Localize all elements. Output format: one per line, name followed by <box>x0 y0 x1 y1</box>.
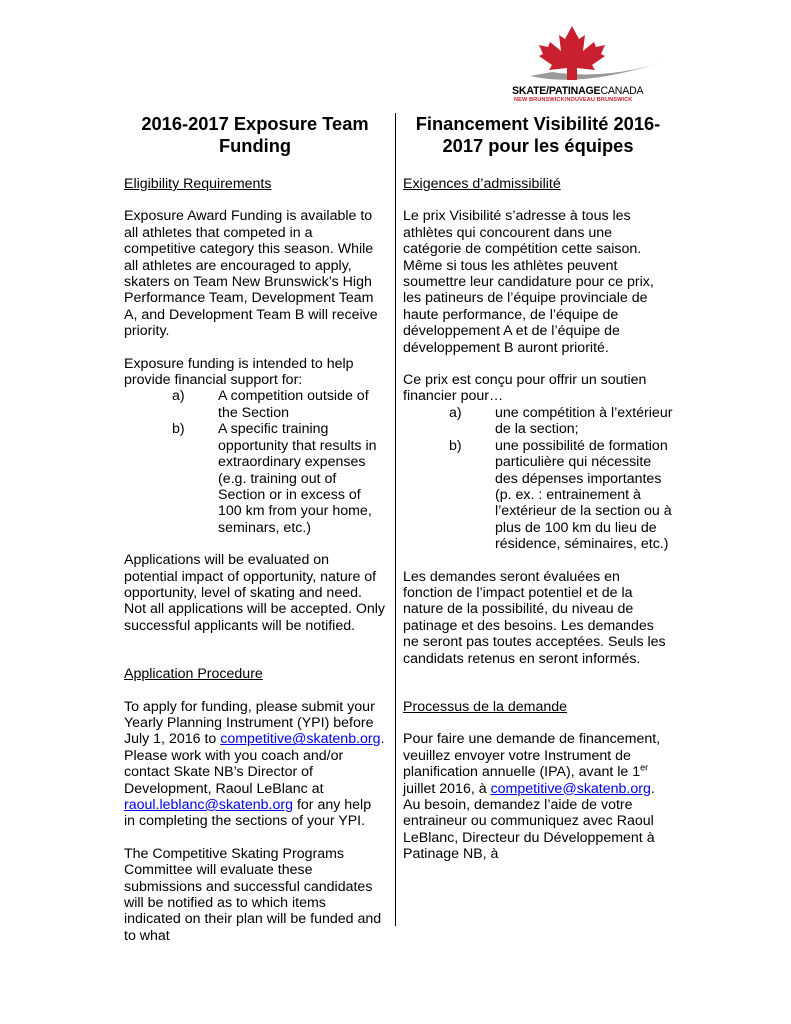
procedure-text-part: for any help in completing the sections of your YPI. <box>124 797 372 830</box>
maple-leaf-icon <box>539 26 605 80</box>
english-evaluation-text: Applications will be evaluated on potential impact of opportunity, nature of opportunity, level of skating and need. Not all applications will be accepted. Only successful applicants will be notified. <box>124 552 386 634</box>
column-divider <box>395 113 396 926</box>
english-support-list <box>124 388 386 536</box>
logo-subtitle: NEW BRUNSWICK/NOUVEAU BRUNSWICK <box>514 97 633 103</box>
list-item <box>124 421 386 536</box>
french-eligibility-heading: Exigences d’admissibilité <box>403 176 561 192</box>
list-item-text: une compétition à l’extérieur de la section; <box>495 404 673 438</box>
maple-leaf-logo-mark <box>512 26 677 86</box>
english-eligibility-heading: Eligibility Requirements <box>124 176 272 192</box>
french-intent-text: Ce prix est conçu pour offrir un soutien financier pour… <box>403 372 647 405</box>
french-column <box>403 113 673 863</box>
french-eligibility-text: Le prix Visibilité s’adresse à tous les athlètes qui concourent dans une catégorie de compétition cette saison. Même si tous les athlètes peuvent soumettre leur candidature pour ce prix, les patineurs de l’équipe provinciale de haute performance, de l’équipe de développement A et de l’équipe de développement B auront priorité. <box>403 208 654 356</box>
list-item <box>403 438 673 553</box>
procedure-text-part: . Au besoin, demandez l’aide de votre entraineur ou communiquez avec Raoul LeBlanc, Directeur du Développement à Patinage NB, à <box>403 780 655 863</box>
list-item-label: a) <box>172 388 185 405</box>
logo-wordmark-bold: SKATE/PATINAGE <box>512 85 601 97</box>
list-item-label: a) <box>449 404 462 421</box>
procedure-text-part: juillet 2016, à <box>403 780 491 797</box>
english-procedure-text <box>124 699 386 830</box>
procedure-text-part: Pour faire une demande de financement, veuillez envoyer votre Instrument de planification annuelle (IPA), avant le 1 <box>403 731 661 781</box>
english-procedure-heading: Application Procedure <box>124 666 263 683</box>
list-item-text: une possibilité de formation particulière qui nécessite des dépenses importantes (p. ex. : entrainement à l’extérieur de la section ou à plus de 100 km du lieu de résidence, séminaires, etc.) <box>495 437 672 553</box>
english-committee-text: The Competitive Skating Programs Committee will evaluate these submissions and successful candidates will be notified as to which items indicated on their plan will be funded and to what <box>124 845 382 944</box>
english-title: 2016-2017 Exposure Team Funding <box>141 113 369 156</box>
procedure-text-part: To apply for funding, please submit your Yearly Planning Instrument (YPI) before July 1, 2016 to <box>124 698 375 748</box>
list-item-label: b) <box>449 437 462 454</box>
logo-wordmark <box>512 85 643 97</box>
english-intent-text: Exposure funding is intended to help provide financial support for: <box>124 355 354 389</box>
ordinal-superscript: er <box>640 762 649 773</box>
competitive-email-link[interactable]: competitive@skatenb.org <box>490 780 651 797</box>
procedure-text-part: . Please work with you coach and/or contact Skate NB’s Director of Development, Raoul LeBlanc at <box>124 731 385 797</box>
french-support-list <box>403 405 673 553</box>
list-item-text: A specific training opportunity that results in extraordinary expenses (e.g. training out of Section or in excess of 100 km from your home, seminars, etc.) <box>218 421 377 536</box>
french-evaluation-text: Les demandes seront évaluées en fonction de l’impact potentiel et de la nature de la possibilité, du niveau de patinage et des besoins. Les demandes ne seront pas toutes acceptées. Seuls les candidats retenus en seront informés. <box>403 568 666 667</box>
list-item <box>124 388 386 421</box>
english-column <box>124 113 386 944</box>
list-item-text: A competition outside of the Section <box>218 388 369 421</box>
competitive-email-link[interactable]: competitive@skatenb.org <box>220 731 381 748</box>
french-procedure-text <box>403 731 673 862</box>
list-item <box>403 405 673 438</box>
logo-wordmark-thin: CANADA <box>600 85 644 97</box>
logo-sweep-arc <box>530 62 662 80</box>
english-eligibility-text: Exposure Award Funding is available to all athletes that competed in a competitive category this season. While all athletes are encouraged to apply, skaters on Team New Brunswick’s High Performance Team, Development Team A, and Development Team B will receive priority. <box>124 208 378 340</box>
raoul-email-link[interactable]: raoul.leblanc@skatenb.org <box>124 797 293 813</box>
skate-canada-logo <box>512 26 677 104</box>
french-title: Financement Visibilité 2016-2017 pour les équipes <box>415 113 661 156</box>
french-procedure-heading: Processus de la demande <box>403 698 568 715</box>
list-item-label: b) <box>172 421 185 438</box>
